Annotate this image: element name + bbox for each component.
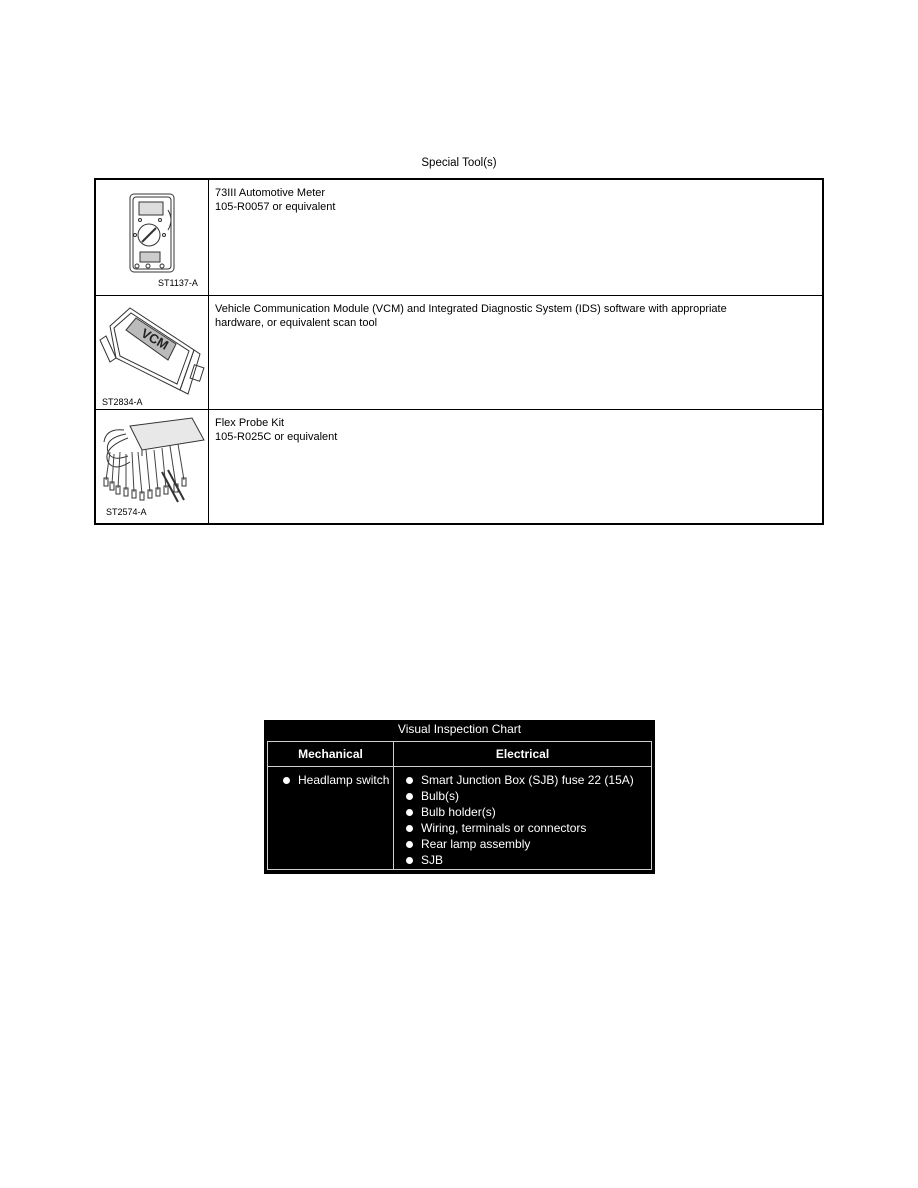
list-item: Headlamp switch xyxy=(282,772,389,788)
mechanical-list xyxy=(282,772,389,788)
list-item: Bulb(s) xyxy=(405,788,634,804)
tool-image-cell xyxy=(96,410,209,523)
visual-inspection-title: Visual Inspection Chart xyxy=(397,722,522,736)
tool-image-cell xyxy=(96,296,209,409)
list-item: Bulb holder(s) xyxy=(405,804,634,820)
tool-name: Flex Probe Kit xyxy=(215,417,285,429)
visual-inspection-chart xyxy=(264,720,655,874)
tool-part-number: 105-R025C or equivalent xyxy=(215,431,338,443)
tool-part-number: 105-R0057 or equivalent xyxy=(215,201,336,213)
list-item: Smart Junction Box (SJB) fuse 22 (15A) xyxy=(405,772,634,788)
electrical-header: Electrical xyxy=(495,747,550,761)
vcm-module-icon xyxy=(96,296,208,410)
tool-code: ST1137-A xyxy=(158,278,198,288)
mechanical-header: Mechanical xyxy=(298,747,363,761)
column-divider xyxy=(393,742,394,869)
visual-inspection-table xyxy=(267,741,652,870)
tool-description xyxy=(215,416,815,444)
tool-name: Vehicle Communication Module (VCM) and Integrated Diagnostic System (IDS) software with appropriate xyxy=(215,303,727,315)
list-item: Wiring, terminals or connectors xyxy=(405,820,634,836)
tool-description xyxy=(215,186,815,214)
special-tools-caption: Special Tool(s) xyxy=(421,157,497,169)
tool-row-flex-probe xyxy=(96,410,822,523)
vcm-label: VCM xyxy=(138,325,172,353)
tool-code: ST2574-A xyxy=(106,507,147,517)
tool-name: 73III Automotive Meter xyxy=(215,187,326,199)
tool-name-continued: hardware, or equivalent scan tool xyxy=(215,317,378,329)
tool-row-meter xyxy=(96,180,822,296)
tool-code: ST2834-A xyxy=(102,397,143,407)
list-item: SJB xyxy=(405,852,634,868)
tool-image-cell xyxy=(96,180,209,295)
electrical-list xyxy=(405,772,634,868)
list-item: Rear lamp assembly xyxy=(405,836,634,852)
tool-description xyxy=(215,302,815,330)
special-tools-table xyxy=(94,178,824,525)
tool-row-vcm xyxy=(96,296,822,410)
